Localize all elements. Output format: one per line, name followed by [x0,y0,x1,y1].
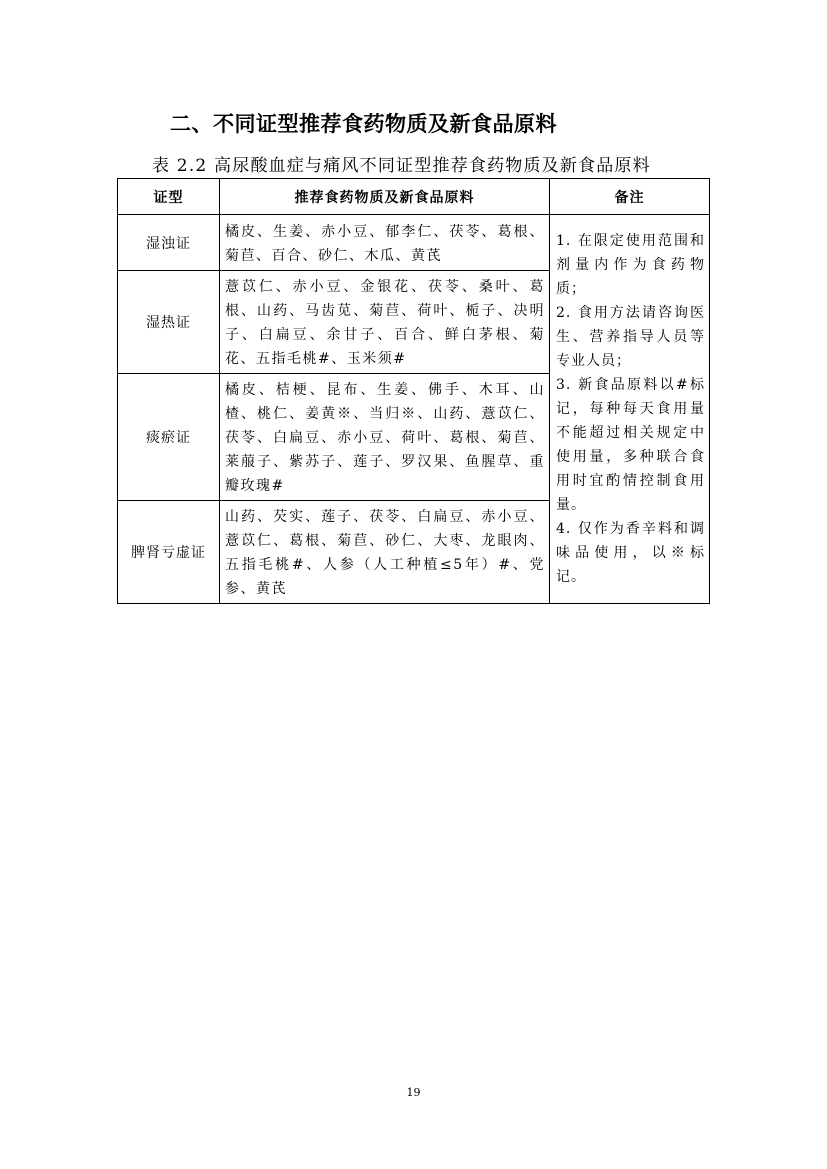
note-item: 1. 在限定使用范围和剂量内作为食药物质； [556,233,705,297]
syndrome-type-cell: 痰瘀证 [118,374,220,501]
header-recommended-items: 推荐食药物质及新食品原料 [220,179,550,215]
header-syndrome-type: 证型 [118,179,220,215]
recommended-items-cell: 山药、芡实、莲子、茯苓、白扁豆、赤小豆、薏苡仁、葛根、菊苣、砂仁、大枣、龙眼肉、五指毛桃#、人参（人工种植≤5年）#、党参、黄芪 [220,501,550,604]
recommendation-table [117,178,710,604]
recommended-items-cell: 橘皮、生姜、赤小豆、郁李仁、茯苓、葛根、菊苣、百合、砂仁、木瓜、黄芪 [220,215,550,271]
syndrome-type-cell: 湿浊证 [118,215,220,271]
syndrome-type-cell: 脾肾亏虚证 [118,501,220,604]
table-row [118,215,710,271]
section-heading: 二、不同证型推荐食药物质及新食品原料 [170,112,557,136]
recommended-items-cell: 薏苡仁、赤小豆、金银花、茯苓、桑叶、葛根、山药、马齿苋、菊苣、荷叶、栀子、决明子、白扁豆、余甘子、百合、鲜白茅根、菊花、五指毛桃#、玉米须# [220,271,550,374]
header-notes: 备注 [550,179,710,215]
recommended-items-cell: 橘皮、桔梗、昆布、生姜、佛手、木耳、山楂、桃仁、姜黄※、当归※、山药、薏苡仁、茯苓、白扁豆、赤小豆、荷叶、葛根、菊苣、莱菔子、紫苏子、莲子、罗汉果、鱼腥草、重瓣玫瑰# [220,374,550,501]
note-item: 3. 新食品原料以#标记，每种每天食用量不能超过相关规定中使用量，多种联合食用时宜酌情控制食用量。 [556,377,705,513]
note-item: 2. 食用方法请咨询医生、营养指导人员等专业人员； [556,305,705,369]
table-header-row [118,179,710,215]
table-caption: 表 2.2 高尿酸血症与痛风不同证型推荐食药物质及新食品原料 [152,156,651,176]
note-item: 4. 仅作为香辛料和调味品使用，以※标记。 [556,521,705,585]
notes-cell [550,215,710,604]
syndrome-type-cell: 湿热证 [118,271,220,374]
page-number: 19 [406,1086,421,1099]
